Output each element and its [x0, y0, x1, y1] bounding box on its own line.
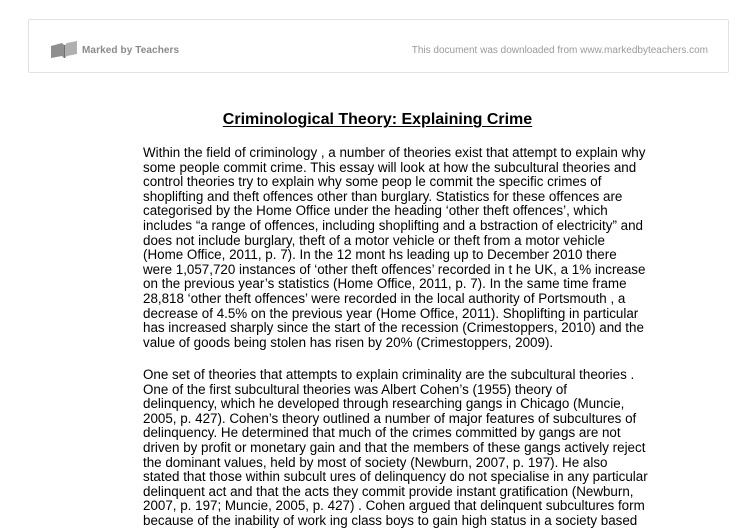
text-line: control theories try to explain why some peop le commit the specific crimes of: [143, 174, 602, 190]
text-line: categorised by the Home Office under the heading ‘other theft offences’, which: [143, 203, 608, 219]
text-line: (Home Office, 2011, p. 7). In the 12 mont hs leading up to December 2010 there: [143, 247, 617, 263]
download-notice: This document was downloaded from www.markedbyteachers.com: [411, 45, 708, 56]
text-line: has increased sharply since the start of the recession (Crimestoppers, 2010) and the: [143, 320, 644, 336]
text-line: 28,818 ‘other theft offences’ were recorded in the local authority of Portsmouth , a: [143, 290, 626, 306]
text-line: does not include burglary, theft of a motor vehicle or theft from a motor vehicle: [143, 232, 605, 248]
text-line: delinquency. He determined that much of the crimes committed by gangs are not: [143, 425, 621, 441]
paragraph-subcultural: [143, 367, 648, 529]
open-book-icon: [49, 40, 79, 60]
paragraph-intro: [143, 145, 646, 350]
text-line: were 1,057,720 instances of ‘other theft offences’ recorded in t he UK, a 1% increase: [143, 261, 646, 277]
text-line: driven by profit or monetary gain and that the members of these gangs actively reject: [143, 439, 646, 455]
download-header: [28, 19, 729, 73]
brand-logo-area: [49, 40, 179, 60]
text-line: delinquent act and that the acts they commit provide instant gratification (Newburn,: [143, 483, 634, 499]
text-line: shoplifting and theft offences other than burglary. Statistics for these offences are: [143, 188, 623, 204]
text-line: because of the inability of work ing class boys to gain high status in a society based: [143, 512, 638, 528]
text-line: One set of theories that attempts to explain criminality are the subcultural theories .: [143, 367, 635, 382]
text-line: 2007, p. 197; Muncie, 2005, p. 427) . Cohen argued that delinquent subcultures form: [143, 498, 645, 514]
text-line: One of the first subcultural theories was Albert Cohen’s (1955) theory of: [143, 381, 568, 397]
text-line: value of goods being stolen has risen by 20% (Crimestoppers, 2009).: [143, 334, 554, 350]
text-line: on the previous year’s statistics (Home Office, 2011, p. 7). In the same time frame: [143, 276, 627, 292]
text-line: delinquency, which he developed through researching gangs in Chicago (Muncie,: [143, 396, 625, 412]
text-line: the dominant values, held by most of society (Newburn, 2007, p. 197). He also: [143, 454, 608, 470]
text-line: stated that those within subcult ures of delinquency do not specialise in any particular: [143, 469, 648, 485]
text-line: Within the field of criminology , a number of theories exist that attempt to explain why: [143, 145, 646, 160]
text-line: 2005, p. 427). Cohen’s theory outlined a number of major features of subcultures of: [143, 410, 637, 426]
document-title: Criminological Theory: Explaining Crime: [222, 111, 533, 128]
text-line: includes “a range of offences, including shoplifting and a bstraction of electricity” and: [143, 217, 643, 233]
brand-name: Marked by Teachers: [82, 44, 180, 56]
text-line: decrease of 4.5% on the previous year (Home Office, 2011). Shoplifting in particular: [143, 305, 639, 321]
text-line: some people commit crime. This essay will look at how the subcultural theories and: [143, 159, 637, 175]
